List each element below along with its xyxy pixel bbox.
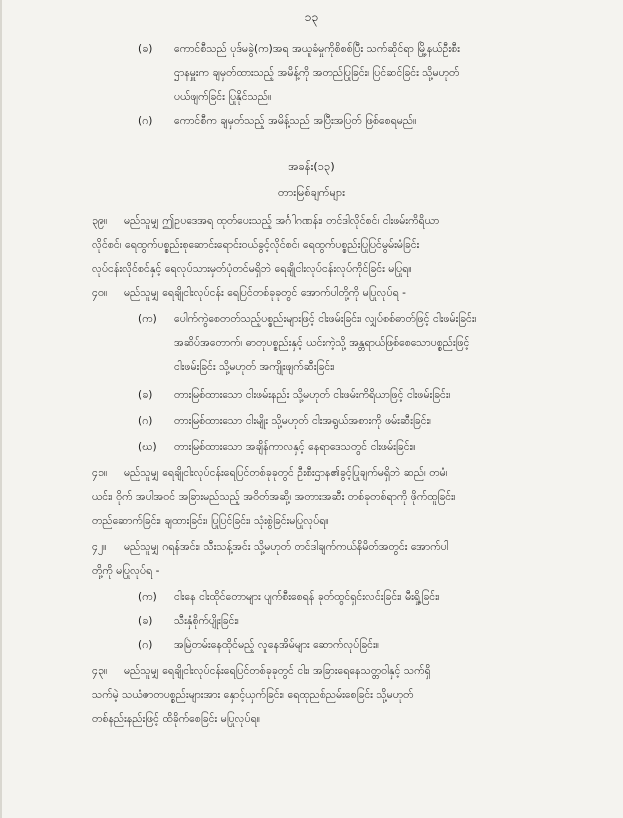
- item-line: သီးနှံစိုက်ပျိုးခြင်း၊: [174, 615, 239, 627]
- item-line: ငါးနေ ငါးထိုင်တောများ ပျက်စီးစေရန် ခုတ်ထွင်ရှင်းလင်းခြင်း၊ မီးရှို့ခြင်း၊: [174, 591, 440, 603]
- item-marker: (က): [138, 591, 157, 603]
- section-line: မည်သူမျှ ရေချိုငါးလုပ်ငန်းရေပြင်တစ်ခုခုတွင် ငါး၊ အခြားရေနေသတ္တဝါနှင့် သက်ရှိ: [124, 665, 431, 677]
- item-line: ပေါက်ကွဲစေတတ်သည့်ပစ္စည်းများဖြင့် ငါးဖမ်းခြင်း၊ လျှပ်စစ်ဓာတ်ဖြင့် ငါးဖမ်းခြင်း၊: [174, 313, 477, 325]
- item-marker: (ခ): [138, 615, 153, 627]
- item-marker: (ဂ): [138, 415, 153, 427]
- section-line: တို့ကို မပြုလုပ်ရ -: [92, 565, 160, 577]
- item-marker: (ဃ): [138, 441, 157, 453]
- section-number: ၃၉။: [92, 215, 108, 227]
- section-number: ၄၀။: [92, 287, 108, 299]
- section-line: မည်သူမျှ ရေချိုငါးလုပ်ငန်းရေပြင်တစ်ခုခုတွင် ဦးစီးဌာန၏ခွင့်ပြုချက်မရှိဘဲ ဆည်၊ တမံ၊: [124, 467, 448, 479]
- item-line: ပယ်ဖျက်ခြင်း ပြုနိုင်သည်။: [174, 91, 272, 103]
- item-marker: (က): [138, 313, 157, 325]
- item-line: တားမြစ်ထားသော အချိန်ကာလနှင့် နေရာဒေသတွင် ငါးဖမ်းခြင်း။: [174, 441, 416, 453]
- item-marker: (ခ): [138, 389, 153, 401]
- section-line: တည်ဆောက်ခြင်း၊ ချထားခြင်း၊ ပြုပြင်ခြင်း၊ သုံးစွဲခြင်းမပြုလုပ်ရ။: [92, 515, 329, 527]
- item-marker: (ဂ): [138, 115, 153, 127]
- item-marker: (ခ): [138, 43, 153, 55]
- section-number: ၄၂။: [92, 541, 107, 553]
- scan-edge: [0, 0, 2, 818]
- section-number: ၄၁။: [92, 467, 108, 479]
- item-line: အမြဲတမ်းနေထိုင်မည့် လူနေအိမ်များ ဆောက်လုပ်ခြင်း။: [174, 639, 379, 651]
- section-line: လုပ်ငန်းလိုင်စင်နှင့် ရေလုပ်သားမှတ်ပုံတင်မရှိဘဲ ရေချိုငါးလုပ်ငန်းလုပ်ကိုင်ခြင်း မပြုရ။: [92, 263, 412, 275]
- section-line: လိုင်စင်၊ ရေထွက်ပစ္စည်းစုဆောင်းရောင်းဝယ်ခွင့်လိုင်စင်၊ ရေထွက်ပစ္စည်းပြုပြင်မွမ်းမံခြင်း: [92, 239, 420, 251]
- section-number: ၄၃။: [92, 665, 108, 677]
- item-line: အဆိပ်အတောက်၊ ဓာတုပစ္စည်းနှင့် ယင်းကဲ့သို့ အန္တရာယ်ဖြစ်စေသောပစ္စည်းဖြင့်: [174, 337, 470, 349]
- page-number: ၁၃: [304, 10, 319, 24]
- section-line: သက်မဲ့ သယံဇာတပစ္စည်းများအား နှောင့်ယှက်ခြင်း၊ ရေထုညစ်ညမ်းစေခြင်း သို့မဟုတ်: [92, 689, 414, 701]
- section-line: မည်သူမျှ ရေချိုငါးလုပ်ငန်း ရေပြင်တစ်ခုခုတွင် အောက်ပါတို့ကို မပြုလုပ်ရ -: [124, 287, 407, 299]
- section-line: ယင်း၊ ဝိုက် အပါအဝင် အခြားမည်သည့် အဝိတ်အဆို့၊ အတားအဆီး တစ်ခုတစ်ရာကို ဖိုက်ထူခြင်း၊: [92, 491, 456, 503]
- item-line: ငါးဖမ်းခြင်း သို့မဟုတ် အကျိုးဖျက်ဆီးခြင်း၊: [174, 361, 335, 373]
- item-line: ကောင်စီက ချမှတ်သည့် အမိန့်သည် အပြီးအပြတ် ဖြစ်စေရမည်။: [174, 115, 417, 127]
- item-line: ကောင်စီသည် ပုဒ်မခွဲ(က)အရ အယူခံမှုကိုစိစစ်ပြီး သက်ဆိုင်ရာ မြို့နယ်ဦးစီး: [174, 43, 460, 55]
- item-line: တားမြစ်ထားသော ငါးဖမ်းနည်း သို့မဟုတ် ငါးဖမ်းကိရိယာဖြင့် ငါးဖမ်းခြင်း၊: [174, 389, 451, 401]
- section-line: တစ်နည်းနည်းဖြင့် ထိခိုက်စေခြင်း မပြုလုပ်ရ။: [92, 713, 260, 725]
- section-line: မည်သူမျှ ဂရန်အင်း၊ သီးသန့်အင်း သို့မဟုတ် တင်ဒါချက်ကယ်နိမိတ်အတွင်း အောက်ပါ: [124, 541, 449, 553]
- chapter-subtitle: တားမြစ်ချက်များ: [278, 186, 345, 199]
- item-marker: (ဂ): [138, 639, 153, 651]
- chapter-title: အခန်း(၁၃): [288, 160, 335, 173]
- section-line: မည်သူမျှ ဤဥပဒေအရ ထုတ်ပေးသည့် အင်္ဂါဂဏန်း၊ တင်ဒါလိုင်စင်၊ ငါးဖမ်းကိရိယာ: [124, 215, 440, 227]
- item-line: ဌာနမှူးက ချမှတ်ထားသည့် အမိန့်ကို အတည်ပြုခြင်း၊ ပြင်ဆင်ခြင်း သို့မဟုတ်: [174, 67, 460, 79]
- item-line: တားမြစ်ထားသော ငါးမျိုး သို့မဟုတ် ငါးအရွယ်အစားကို ဖမ်းဆီးခြင်း၊: [174, 415, 431, 427]
